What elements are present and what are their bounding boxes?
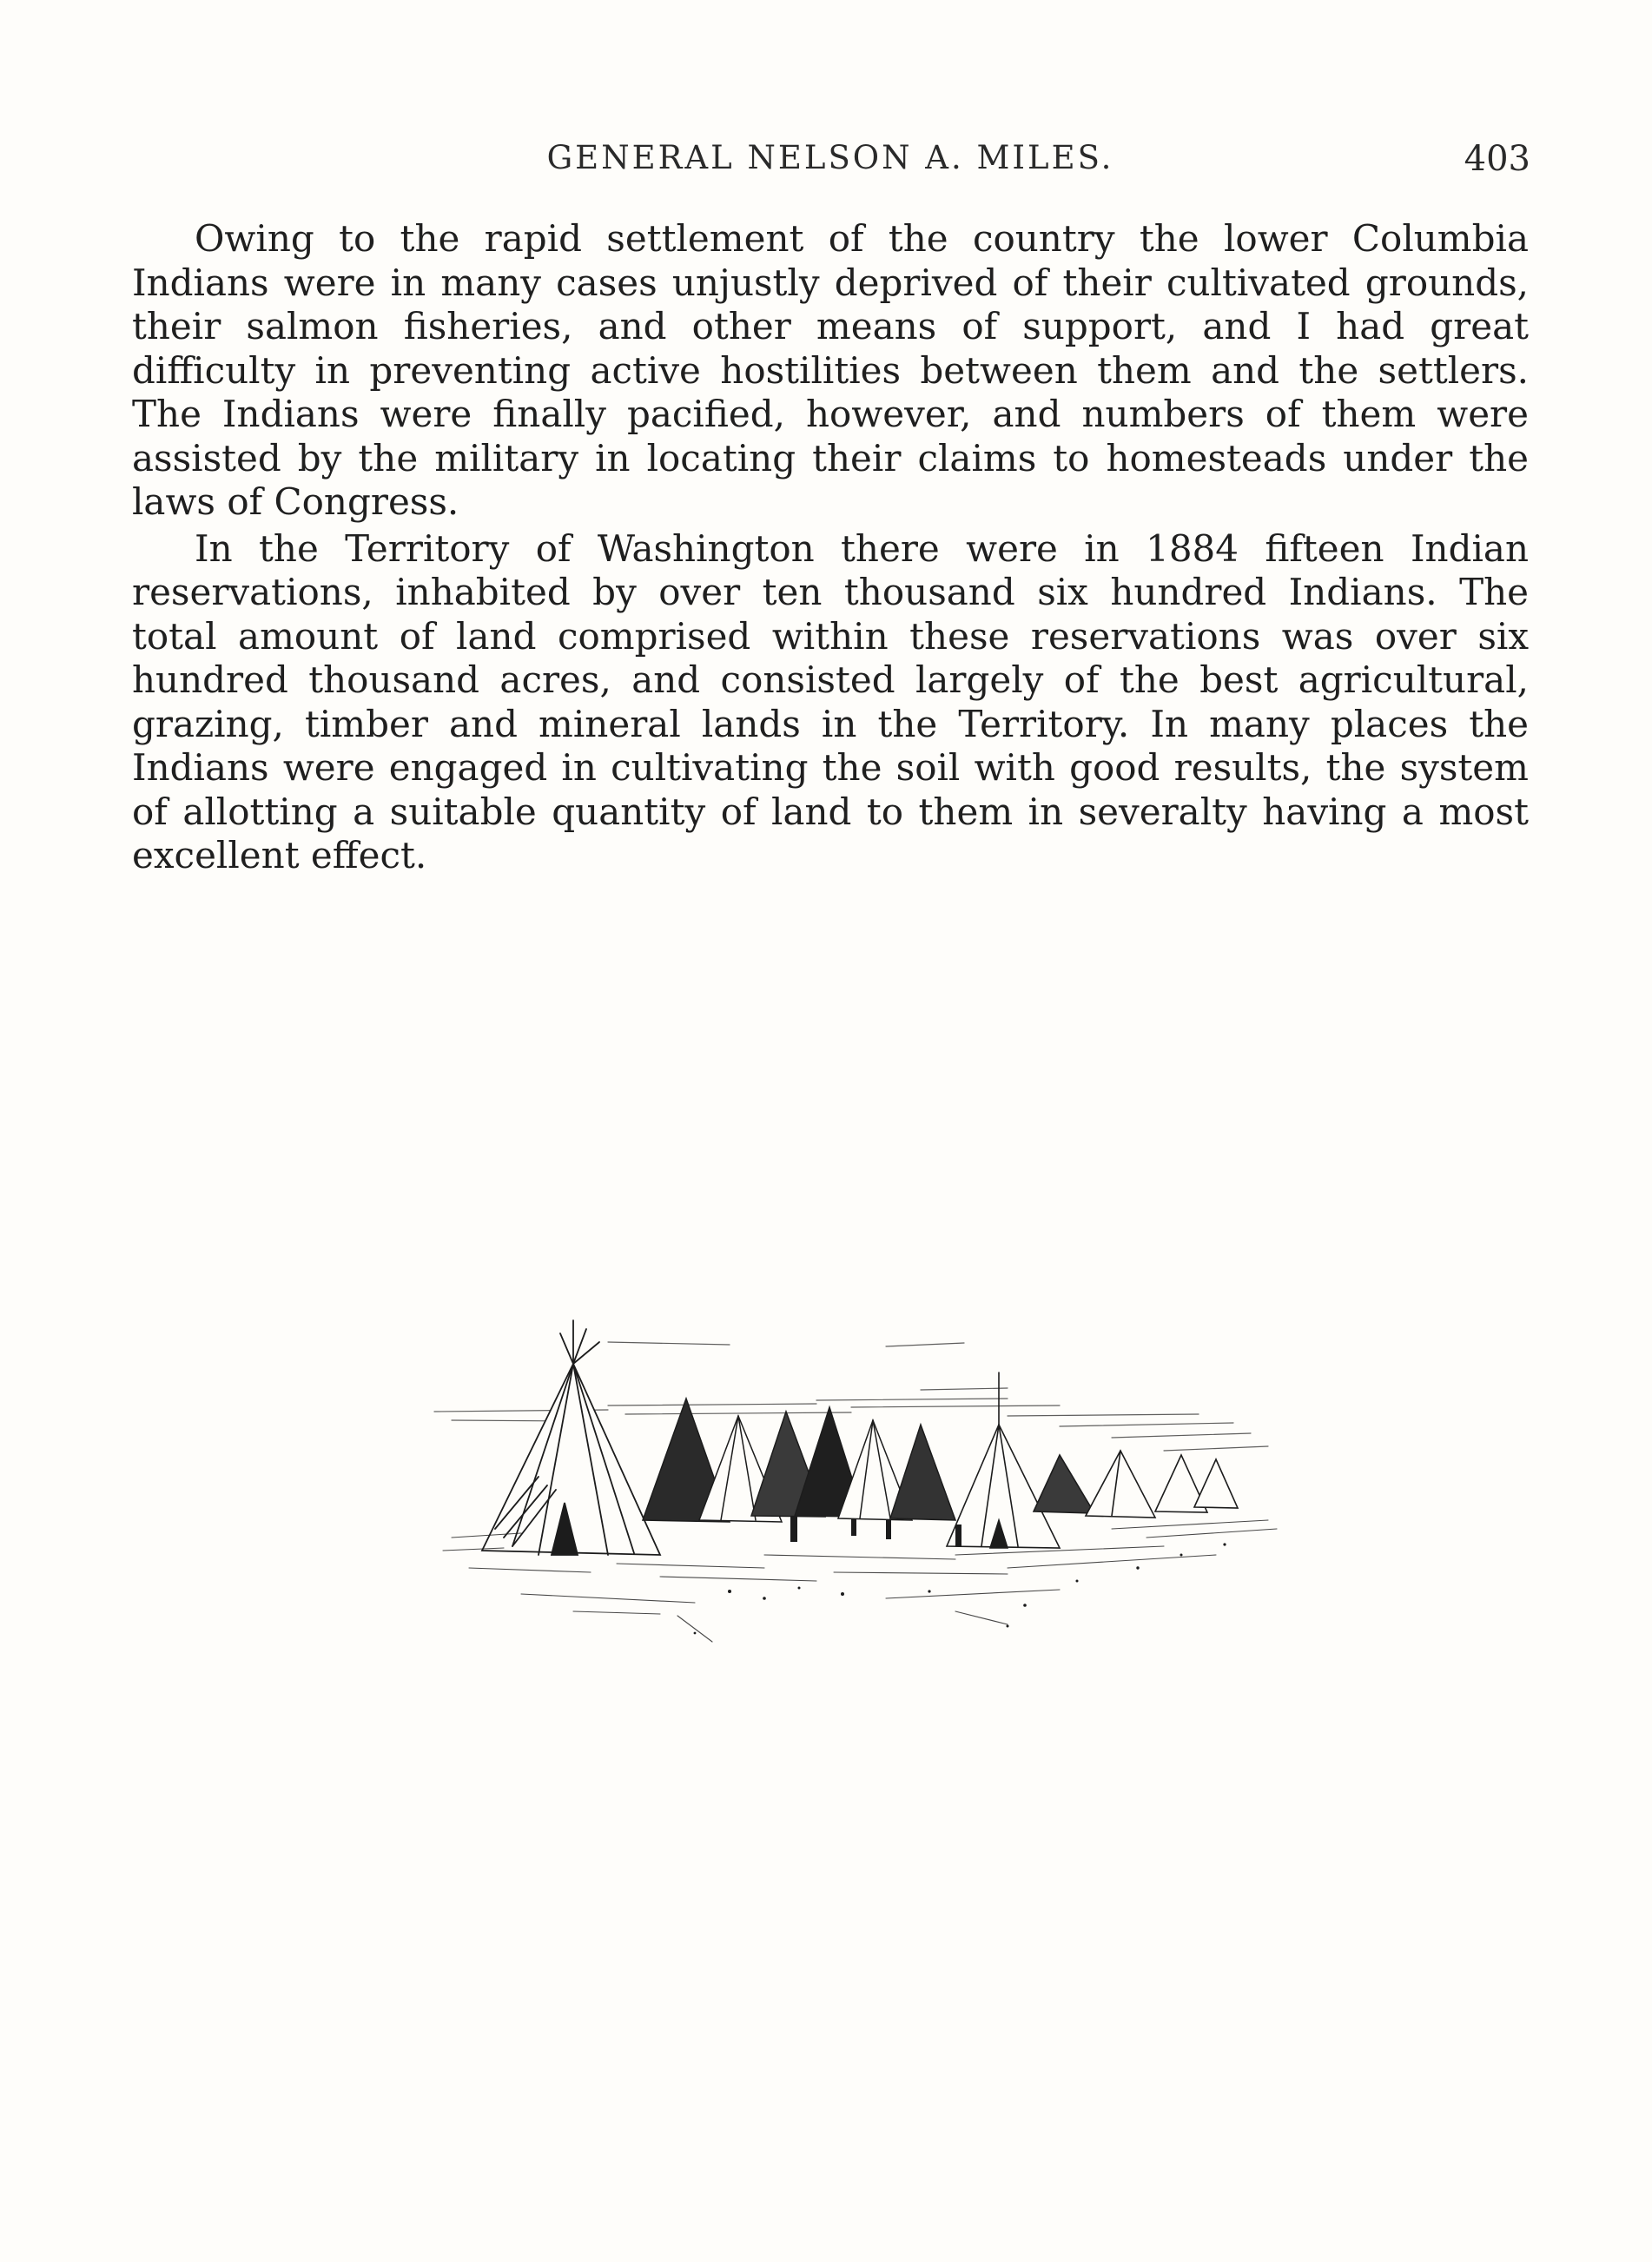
tipi-large-left (482, 1320, 660, 1555)
encampment-illustration (400, 1268, 1320, 1650)
body-text (132, 217, 1529, 881)
paragraph-2: In the Territory of Washington there were in 1884 fifteen Indian reservations, inhabited by over ten thousand six hundred Indians. The total amount of land comprised within these reservations was over six hundred thousand acres, and consisted largely of the best agricultural, grazing, timber and mineral lands in the Territory. In many places the Indians were engaged in cultivating the soil with good results, the system of allotting a suitable quantity of land to them in severalty having a most excellent effect. (132, 526, 1529, 876)
page-number: 403 (1464, 139, 1530, 179)
tipi-encampment-drawing (400, 1268, 1320, 1650)
ground-stippling (694, 1543, 1226, 1634)
figures (790, 1516, 961, 1546)
tipi-cluster-center (643, 1399, 955, 1522)
running-title: GENERAL NELSON A. MILES. (546, 139, 1114, 176)
paragraph-1: Owing to the rapid settlement of the country the lower Columbia Indians were in many cases unjustly deprived of their cultivated grounds, their salmon fisheries, and other means of support, and I had great difficulty in preventing active hostilities between them and the settlers. The Indians were finally pacified, however, and numbers of them were assisted by the military in locating their claims to homesteads under the laws of Congress. (132, 217, 1529, 523)
running-head (130, 139, 1530, 191)
